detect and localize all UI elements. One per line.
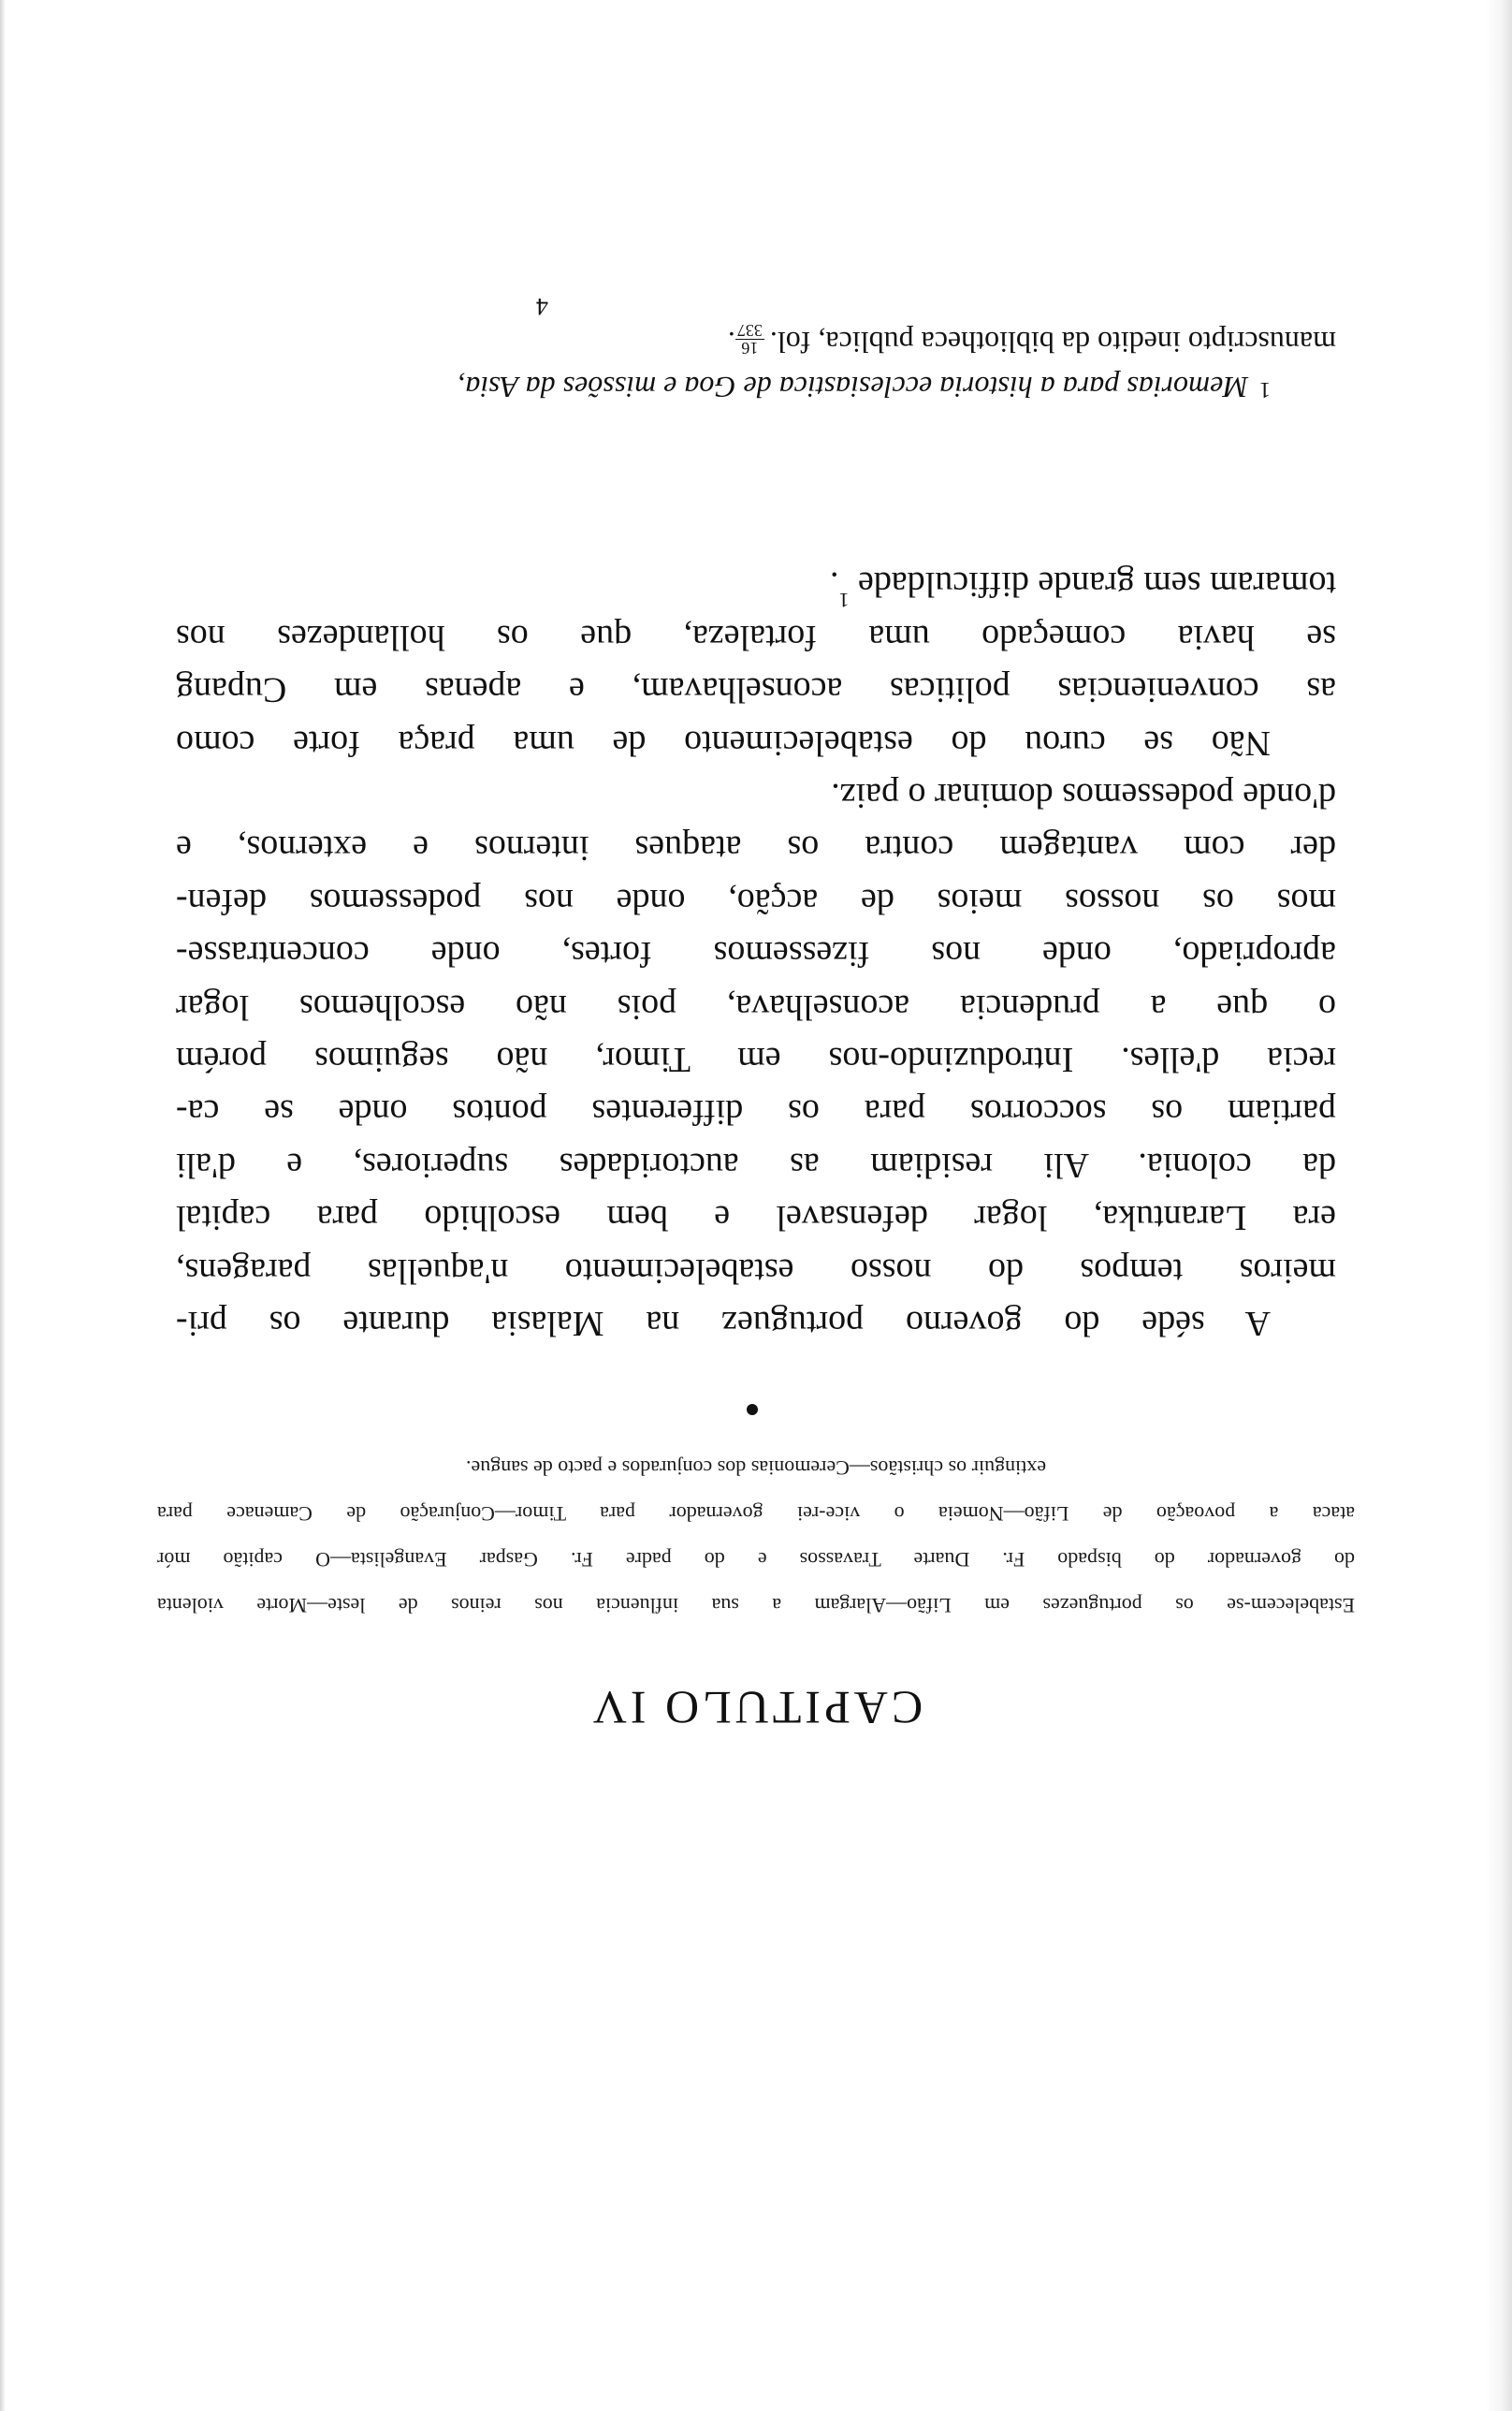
summary-line: Estabelecem-se os portuguezes em Lifão—Alargam a sua influencia nos reinos de leste—Morte violenta [157,1594,1355,1617]
section-bullet [747,1404,758,1415]
footnote-line [176,365,1336,412]
body-line: era Larantuka, logar defensavel e bem escolhido para capital [176,1198,1336,1238]
body-line-last: tomaram sem grande difficuldade $^1$. [829,564,1336,613]
body-line: d'onde podessemos dominar o paiz. [831,775,1336,815]
body-line: A séde do governo portuguez na Malasia durante os pri- [176,1304,1271,1343]
folio-numerator: 16 [735,339,764,357]
body-line: Não se curou do estabelecimento de uma praça forte como [176,723,1271,763]
footnote-title: Memorias para a historia ecclesiastica de Goa e missões da Asia, [458,371,1248,404]
body-line-text: tomaram sem grande difficuldade [857,564,1336,605]
body-line: o que a prudencia aconselhava, pois não escolhemos logar [176,986,1336,1027]
footnote [176,320,1336,412]
body-line: meiros tempos do nosso estabelecimento n'aquellas paragens, [176,1250,1336,1291]
body-text [176,558,1336,1350]
folio-fraction [735,322,764,357]
body-line: der com vantagem contra os ataques internos e externos, e [176,828,1336,869]
summary-line: ataca a povoação de Lifão—Nomeia o vice-rei governador para Timor—Conjuração de Camenace para [157,1502,1355,1526]
chapter-summary [157,1445,1355,1629]
chapter-title: CAPITULO IV [589,1682,923,1734]
printer-signature-mark: 4 [536,293,548,320]
footnote-reference: 1 [838,589,850,613]
footnote-number: 1 [1259,377,1271,402]
body-line: mos os nossos meios de acção, onde nos podessemos defen- [176,881,1336,921]
body-line: apropriado, onde nos fizessemos fortes, onde concentrasse- [176,934,1336,974]
body-line: recia d'elles. Introduzindo-nos em Timor, não seguimos porém [176,1039,1336,1079]
body-line: se havia começado uma fortaleza, que os hollandezes nos [176,617,1336,657]
folio-denominator: 337 [736,320,763,340]
footnote-text: manuscripto inedito da bibliotheca publica, fol. [769,326,1336,359]
summary-line: do governador do bispado Fr. Duarte Travassos e do padre Fr. Gaspar Evangelista—O capitão mór [157,1548,1355,1571]
body-line: as conveniencias politicas aconselhavam, e apenas em Cupang [176,670,1336,710]
summary-line: extinguir os christãos—Ceremonias dos conjurados e pacto de sangue. [465,1456,1047,1480]
footnote-line: manuscripto inedito da bibliotheca publica, fol. 16 337 . [727,320,1336,359]
body-line: partiam os soccorros para os differentes pontos onde se ca- [176,1092,1336,1132]
body-line: da colonia. Ali residiam as auctoridades superiores, e d'ali [176,1145,1336,1185]
